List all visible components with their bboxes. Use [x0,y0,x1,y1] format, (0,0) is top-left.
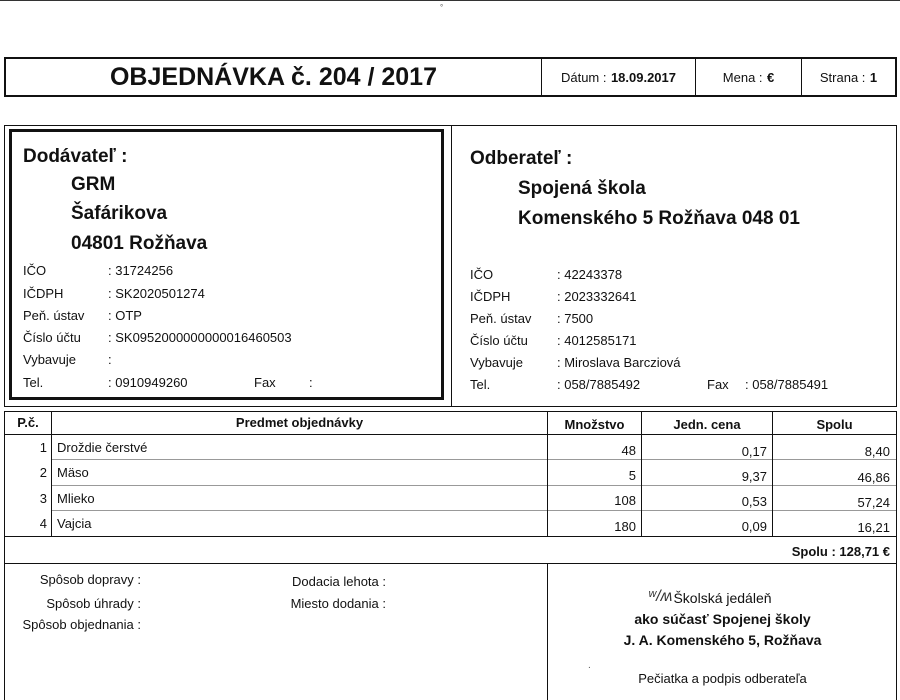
row-total: 46,86 [857,470,890,485]
customer-field-label: IČO [470,267,494,282]
supplier-field-label: Tel. [23,375,44,390]
order-title-cell [6,59,541,95]
total-row [4,536,897,564]
signature-scribble: ʷ/ʍ [648,588,673,605]
customer-fax-value: : 058/7885491 [745,377,829,392]
customer-field-value: : 4012585171 [557,333,637,348]
row-rule [52,459,896,460]
row-number: 4 [39,516,47,531]
customer-field-value: : Miroslava Barcziová [557,355,681,370]
supplier-field-value: : SK2020501274 [108,286,205,301]
customer-name: Spojená škola [518,178,646,199]
row-qty: 180 [614,519,636,534]
currency-label: Mena : [722,69,763,85]
supplier-heading: Dodávateľ : [23,146,128,167]
supplier-field-value: : [108,352,112,367]
row-price: 0,17 [741,444,767,459]
row-item: Mlieko [57,491,95,506]
customer-field-label: IČDPH [470,289,511,304]
row-rule [52,485,896,486]
date-cell [542,59,695,95]
customer-field-label: Tel. [470,377,491,392]
row-number: 2 [39,465,47,480]
row-total: 8,40 [864,444,890,459]
supplier-field-value: : SK0952000000000016460503 [108,330,292,345]
signature-caption: Pečiatka a podpis odberateľa [638,671,807,686]
supplier-field-label: Číslo účtu [23,330,81,345]
supplier-fax-value: : [309,375,313,390]
parties-divider [451,125,452,407]
row-number: 3 [39,491,47,506]
supplier-field-label: Peň. ústav [23,308,85,323]
items-table [4,411,897,537]
row-price: 0,53 [741,494,767,509]
payment-label: Spôsob úhrady : [46,596,141,611]
row-price: 0,09 [741,519,767,534]
stamp-speck: . [588,660,591,671]
supplier-name: GRM [71,174,116,195]
date-label: Dátum : [560,69,607,85]
scan-speck: ° [440,3,444,12]
row-total: 57,24 [857,495,890,510]
row-qty: 5 [628,468,636,483]
order-header [4,57,897,97]
row-number: 1 [39,440,47,455]
transport-label: Spôsob dopravy : [39,572,141,587]
column-rule [51,412,52,536]
stamp-line-2: ako súčasť Spojenej školy [634,611,811,627]
supplier-field-label: IČDPH [23,286,64,301]
customer-field-value: : 42243378 [557,267,623,282]
grand-total: Spolu : 128,71 € [791,544,890,559]
currency-value: € [766,69,775,85]
col-header-qty: Množstvo [564,417,625,432]
customer-heading: Odberateľ : [470,148,573,169]
supplier-field-value: : OTP [108,308,142,323]
customer-field-value: : 7500 [557,311,594,326]
supplier-field-value: : 0910949260 [108,375,188,390]
customer-field-label: Číslo účtu [470,333,528,348]
page-value: 1 [869,69,878,85]
table-header-rule [5,434,896,435]
customer-field-label: Vybavuje [470,355,523,370]
date-value: 18.09.2017 [610,69,677,85]
delivery-term-label: Dodacia lehota : [292,574,386,589]
page-label: Strana : [819,69,866,85]
stamp-line-1: Školská jedáleň [673,590,772,606]
row-item: Mäso [57,465,89,480]
customer-fax-label: Fax [707,377,729,392]
currency-cell [696,59,801,95]
supplier-field-label: Vybavuje [23,352,76,367]
row-price: 9,37 [741,469,767,484]
col-header-total: Spolu [816,417,853,432]
supplier-fax-label: Fax [254,375,276,390]
customer-address: Komenského 5 Rožňava 048 01 [518,208,800,229]
supplier-street: Šafárikova [71,203,168,224]
col-header-price: Jedn. cena [673,417,741,432]
customer-field-value: : 2023332641 [557,289,637,304]
row-item: Droždie čerstvé [57,440,148,455]
delivery-place-label: Miesto dodania : [290,596,386,611]
ordering-label: Spôsob objednania : [22,617,141,632]
customer-field-label: Peň. ústav [470,311,532,326]
row-qty: 108 [614,493,636,508]
page-cell [802,59,895,95]
stamp-line-3: J. A. Komenského 5, Rožňava [623,632,822,648]
row-total: 16,21 [857,520,890,535]
supplier-field-value: : 31724256 [108,263,174,278]
col-header-item: Predmet objednávky [235,415,364,430]
customer-field-value: : 058/7885492 [557,377,641,392]
order-title: OBJEDNÁVKA č. 204 / 2017 [109,62,437,91]
row-qty: 48 [621,443,636,458]
row-item: Vajcia [57,516,92,531]
col-header-no: P.č. [17,415,39,430]
supplier-city: 04801 Rožňava [71,233,208,254]
supplier-field-label: IČO [23,263,47,278]
top-border-line [0,0,900,1]
row-rule [52,510,896,511]
